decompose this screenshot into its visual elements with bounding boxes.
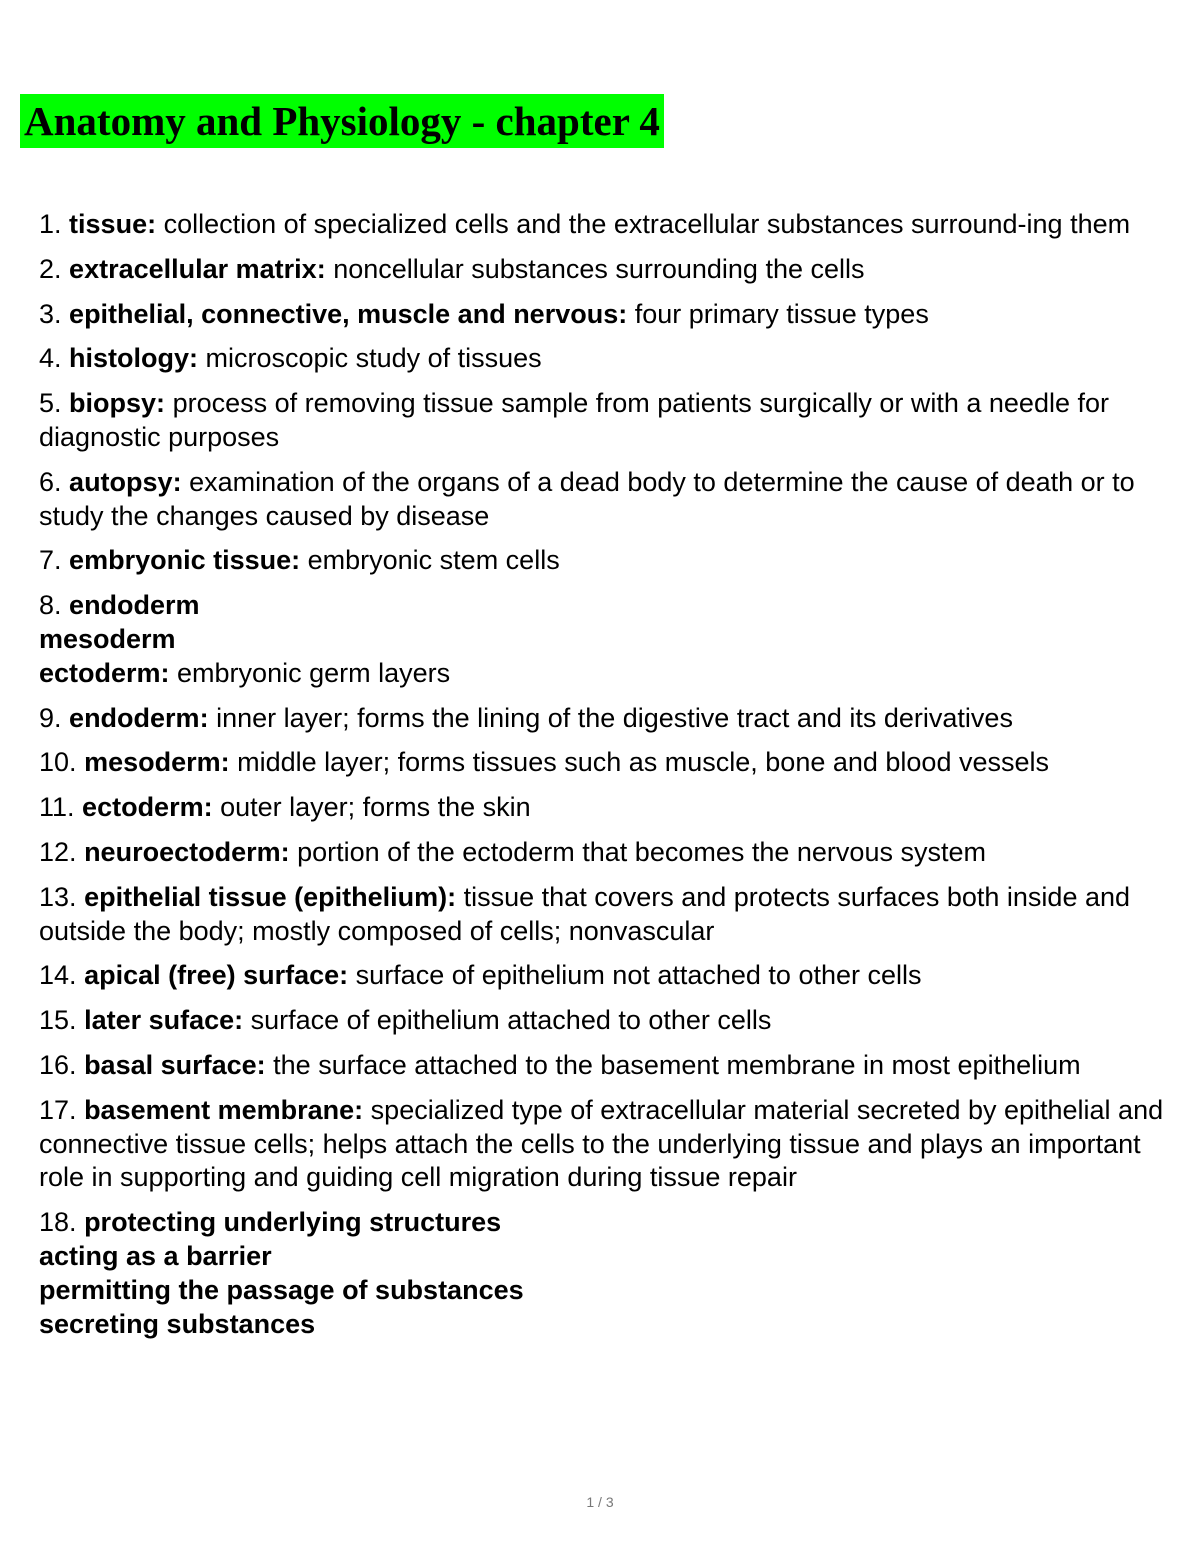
item-term: epithelial, connective, muscle and nervous: xyxy=(69,298,628,329)
list-item xyxy=(39,544,1179,578)
item-term: endoderm: xyxy=(69,702,209,733)
list-item xyxy=(39,746,1179,780)
item-definition: middle layer; forms tissues such as muscle, bone and blood vessels xyxy=(229,747,1049,778)
list-item xyxy=(39,1004,1179,1038)
item-term: histology: xyxy=(69,343,199,374)
item-number: 17. xyxy=(39,1094,77,1125)
item-number: 3. xyxy=(39,298,62,329)
item-definition: surface of epithelium not attached to other cells xyxy=(348,960,922,991)
item-term: mesoderm: xyxy=(84,747,230,778)
item-number: 4. xyxy=(39,343,62,374)
list-item xyxy=(39,702,1179,736)
list-item xyxy=(39,342,1179,376)
item-definition: specialized type of extracellular material secreted by epithelial and connective tissue cells; helps attach the cells to the underlying tissue and plays an important role in supporting and guiding cell migration during tissue repair xyxy=(39,1094,1164,1193)
item-definition: collection of specialized cells and the extracellular substances surround-ing them xyxy=(156,209,1131,239)
list-item xyxy=(39,589,1179,690)
item-number: 12. xyxy=(39,836,77,867)
page-title: Anatomy and Physiology - chapter 4 xyxy=(20,94,664,148)
item-definition: outer layer; forms the skin xyxy=(212,792,531,823)
item-number: 18. xyxy=(39,1207,77,1238)
list-item xyxy=(39,881,1179,949)
item-number: 5. xyxy=(39,388,62,419)
list-item xyxy=(39,253,1179,287)
item-term: basal surface: xyxy=(84,1049,266,1080)
item-number: 11. xyxy=(39,792,75,823)
item-number: 7. xyxy=(39,545,62,576)
item-definition: surface of epithelium attached to other cells xyxy=(243,1005,772,1036)
item-number: 2. xyxy=(39,253,62,284)
item-term: tissue: xyxy=(69,209,157,239)
list-item xyxy=(39,1094,1179,1195)
item-term: apical (free) surface: xyxy=(84,960,349,991)
item-definition: noncellular substances surrounding the cells xyxy=(325,253,865,284)
item-number: 8. xyxy=(39,590,62,621)
page-indicator: 1 / 3 xyxy=(586,1494,614,1510)
item-definition: four primary tissue types xyxy=(627,298,929,329)
list-item xyxy=(39,466,1179,534)
item-number: 13. xyxy=(39,881,77,912)
item-term: later suface: xyxy=(84,1005,244,1036)
item-number: 10. xyxy=(39,747,77,778)
item-term: neuroectoderm: xyxy=(84,836,290,867)
list-item xyxy=(39,298,1179,332)
item-definition: the surface attached to the basement membrane in most epithelium xyxy=(265,1049,1081,1080)
item-definition: embryonic germ layers xyxy=(169,657,451,688)
item-definition: portion of the ectoderm that becomes the nervous system xyxy=(289,836,986,867)
item-definition: process of removing tissue sample from patients surgically or with a needle for diagnostic purposes xyxy=(39,388,1109,452)
item-number: 6. xyxy=(39,466,62,497)
item-number: 15. xyxy=(39,1005,77,1036)
item-term: ectoderm: xyxy=(82,792,213,823)
item-term: protecting underlying structures acting as a barrier permitting the passage of substances secreting substances xyxy=(39,1207,524,1339)
item-term: biopsy: xyxy=(69,388,166,419)
item-term: extracellular matrix: xyxy=(69,253,326,284)
item-term: basement membrane: xyxy=(84,1094,364,1125)
list-item xyxy=(39,959,1179,993)
list-item xyxy=(39,1206,1179,1341)
item-definition: inner layer; forms the lining of the digestive tract and its derivatives xyxy=(208,702,1013,733)
list-item xyxy=(39,208,1179,242)
item-definition: microscopic study of tissues xyxy=(198,343,542,374)
item-number: 16. xyxy=(39,1049,77,1080)
item-term: autopsy: xyxy=(69,466,182,497)
item-number: 14. xyxy=(39,960,77,991)
item-term: epithelial tissue (epithelium): xyxy=(84,881,457,912)
item-definition: examination of the organs of a dead body to determine the cause of death or to study the changes caused by disease xyxy=(39,466,1135,531)
list-item xyxy=(39,836,1179,870)
list-item xyxy=(39,1049,1179,1083)
item-number: 9. xyxy=(39,702,62,733)
term-list xyxy=(39,208,1179,1352)
list-item xyxy=(39,791,1179,825)
item-term: embryonic tissue: xyxy=(69,545,301,576)
list-item xyxy=(39,387,1179,455)
item-number: 1. xyxy=(39,209,62,239)
item-term: endoderm mesoderm ectoderm: xyxy=(39,590,200,688)
item-definition: tissue that covers and protects surfaces both inside and outside the body; mostly composed of cells; nonvascular xyxy=(39,881,1131,946)
item-definition: embryonic stem cells xyxy=(300,545,560,576)
